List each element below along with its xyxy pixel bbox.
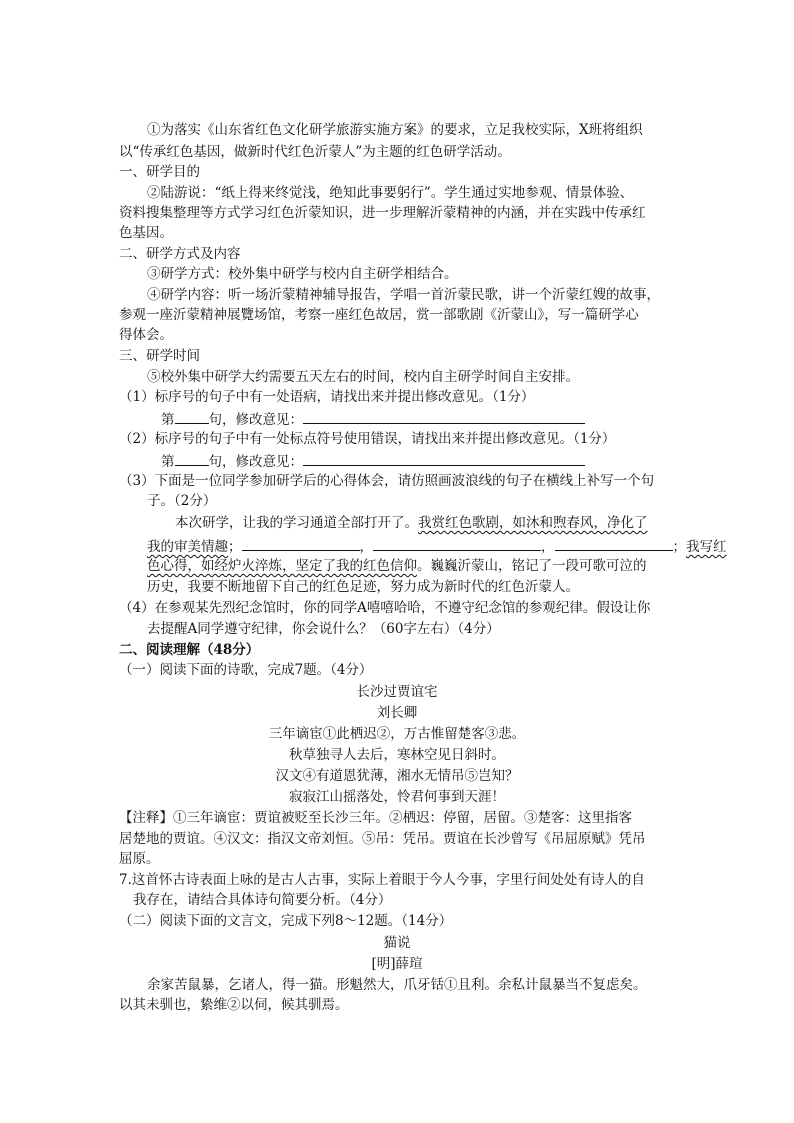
section-1-line-2: 资料搜集整理等方式学习红色沂蒙知识，进一步理解沂蒙精神的内涵，并在实践中传承红 [119,205,646,221]
imitation-blank-1[interactable] [242,536,360,551]
wavy-sentence: 我赏红色歌剧，如沐和煦春风，净化了 [418,515,648,531]
question-2-answer-line [161,451,585,471]
essay-author: [明]薛瑄 [371,956,423,972]
question-7-line-1: 7.这首怀古诗表面上咏的是古人古事，实际上着眼于今人今事，字里行间处处有诗人的自 [119,872,645,888]
question-3-line-2: 子。（2分） [147,493,217,509]
section-2-title: 二、研学方式及内容 [119,246,241,262]
section-3-title: 三、研学时间 [119,348,200,364]
imitation-blank-2[interactable] [373,536,541,551]
question-2-text: （2）标序号的句子中有一处标点符号使用错误，请找出来并提出修改意见。（1分） [119,431,616,447]
sentence-number-blank[interactable] [175,409,209,424]
poem-note-line-3: 屈原。 [119,851,160,867]
para-punct: ， [359,539,373,555]
section-1-title: 一、研学目的 [119,164,200,180]
question-3-para-line-1 [175,514,648,534]
para-text: 本次研学，让我的学习通道全部打开了。 [175,515,418,531]
section-2-line-4: 得体会。 [119,327,173,343]
sentence-number-blank[interactable] [175,451,209,466]
revision-blank[interactable] [303,451,585,466]
section-1-line-3: 色基因。 [119,225,173,241]
wavy-sentence-2: 我写红 [686,539,727,555]
essay-line-1: 余家苦鼠暴，乞诸人，得一猫。形魁然大，爪牙铦①且利。余私计鼠暴当不复虑矣。 [147,977,647,993]
para-punct: ， [541,539,555,555]
section-2-line-1: ③研学方式：校外集中研学与校内自主研学相结合。 [147,266,458,282]
answer-mid: 句，修改意见： [208,412,303,428]
wavy-sentence-end: 我的审美情趣 [147,539,228,555]
question-7-line-2: 我存在，请结合具体诗句简要分析。（4分） [133,892,392,908]
poem-author: 刘长卿 [376,705,418,721]
essay-line-2: 以其未驯也，絷维②以伺，候其驯焉。 [119,997,349,1013]
section-2-line-2: ④研学内容：听一场沂蒙精神辅导报告，学唱一首沂蒙民歌，讲一个沂蒙红嫂的故事， [147,287,660,303]
question-4-line-2: 去提醒A同学遵守纪律，你会说什么？（60字左右）（4分） [147,621,500,637]
question-1-text: （1）标序号的句子中有一处语病，请找出来并提出修改意见。（1分） [119,389,535,405]
question-4-line-1: （4）在参观某先烈纪念馆时，你的同学A嘻嘻哈哈，不遵守纪念馆的参观纪律。假设让你 [119,600,651,616]
poem-note-line-1: 【注释】①三年谪宦：贾谊被贬至长沙三年。②栖迟：停留，居留。③楚客：这里指客 [119,810,632,826]
poem-note-line-2: 居楚地的贾谊。④汉文：指汉文帝刘恒。⑤吊：凭吊。贾谊在长沙曾写《吊屈原赋》凭吊 [119,831,646,847]
answer-prefix: 第 [161,454,175,470]
answer-mid: 句，修改意见： [208,454,303,470]
section-2-line-3: 参观一座沂蒙精神展覽场馆，考察一座红色故居，赏一部歌剧《沂蒙山》，写一篇研学心 [119,307,639,323]
poem-instruction: （一）阅读下面的诗歌，完成7题。（4分） [119,662,373,678]
section-1-line-1: ②陆游说：“纸上得来终觉浅，绝知此事要躬行”。学生通过实地参观、情景体验、 [147,185,634,201]
answer-prefix: 第 [161,412,175,428]
question-1-answer-line [161,409,585,429]
section-3-line-1: ⑤校外集中研学大约需要五天左右的时间，校内自主研学时间自主安排。 [147,369,579,385]
poem-line-3: 汉文④有道恩犹薄，湘水无情吊⑤岂知？ [275,768,519,784]
question-3-para-line-4: 历史，我要不断地留下自己的红色足迹，努力成为新时代的红色沂蒙人。 [147,579,579,595]
essay-title: 猫说 [383,935,411,951]
classical-text-instruction: （二）阅读下面的文言文，完成下列8～12题。（14分） [119,913,453,929]
question-3-line-1: （3）下面是一位同学参加研学后的心得体会，请仿照画波浪线的句子在横线上补写一个句 [119,473,655,489]
poem-line-4: 寂寂江山摇落处，怜君何事到天涯！ [289,789,505,805]
wavy-sentence-2-end: 色心得，如经炉火淬炼，坚定了我的红色信仰 [147,558,417,574]
question-3-para-line-2 [147,536,727,556]
intro-line-1: ①为落实《山东省红色文化研学旅游实施方案》的要求，立足我校实际，X班将组织 [147,122,643,138]
intro-line-2: 以“传承红色基因，做新时代红色沂蒙人”为主题的红色研学活动。 [119,144,511,160]
reading-section-title: 二、阅读理解（48分） [119,642,260,658]
revision-blank[interactable] [303,409,585,424]
poem-line-1: 三年谪宦①此栖迟②，万古惟留楚客③悲。 [268,726,526,742]
para-punct: ； [228,539,242,555]
para-punct: ； [672,539,686,555]
poem-line-2: 秋草独寻人去后，寒林空见日斜时。 [289,747,505,763]
imitation-blank-3[interactable] [555,536,673,551]
question-3-para-line-3 [147,557,647,577]
para-text: 。巍巍沂蒙山，铭记了一段可歌可泣的 [417,558,647,574]
poem-title: 长沙过贾谊宅 [356,684,438,700]
